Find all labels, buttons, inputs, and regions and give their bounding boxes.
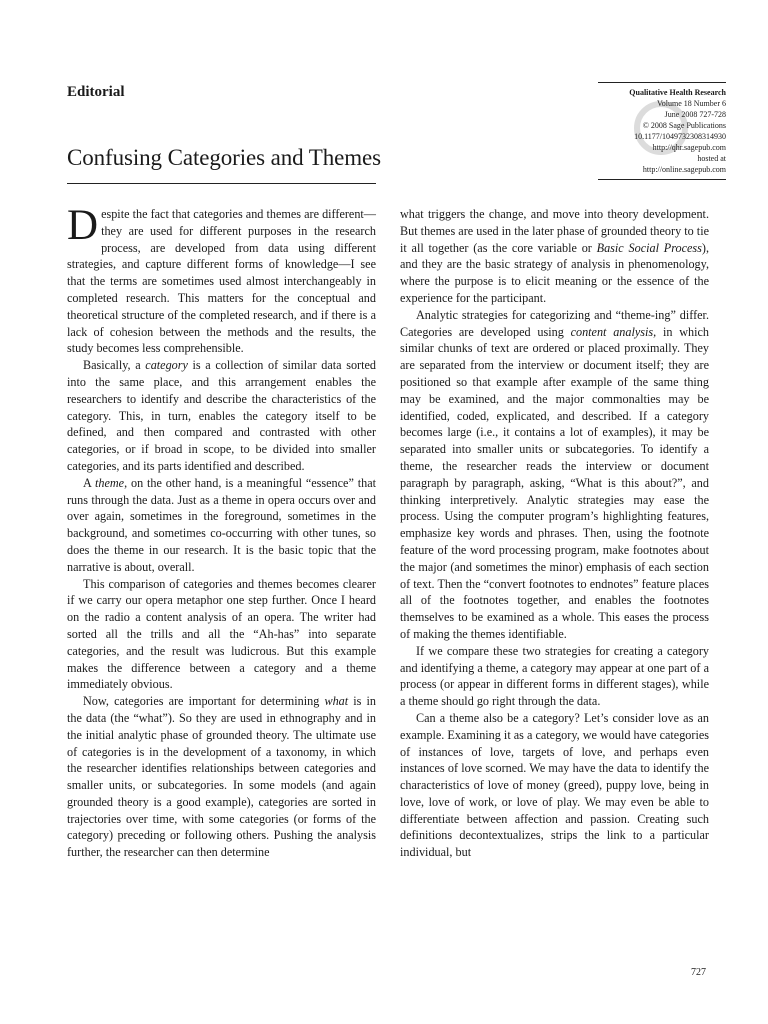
- journal-name: Qualitative Health Research: [629, 88, 726, 97]
- emphasis-term: what: [324, 694, 349, 709]
- emphasis-term: Basic Social Process: [596, 240, 702, 255]
- journal-info-box: [598, 82, 726, 180]
- journal-hosted-label: hosted at: [697, 154, 726, 163]
- drop-cap: D: [67, 202, 99, 249]
- right-column: [400, 206, 709, 861]
- journal-copyright: © 2008 Sage Publications: [642, 121, 726, 130]
- section-label: Editorial: [67, 84, 125, 100]
- paragraph: A theme, on the other hand, is a meaningful “essence” that runs through the data. Just as a theme in opera occurs over and over again, sometimes in the foreground, sometimes in the background, and sometimes co-occurring with other tunes, so does the theme in our research. It is the basic topic that the narrative is about, overall.: [67, 475, 376, 574]
- journal-date-pages: June 2008 727-728: [664, 110, 726, 119]
- paragraph: If we compare these two strategies for creating a category and identifying a theme, a category may appear at one part of a process (or appear in different forms in different stages), while a theme should go right through the data.: [400, 643, 709, 709]
- paragraph: Basically, a category is a collection of similar data sorted into the same place, and this arrangement enables the researchers to identify and describe the characteristics of the category. This, in turn, enables the category itself to be defined, and then compared and contrasted with other categories, or if broad in scope, to be divided into smaller categories, and its parts identified and described.: [67, 358, 376, 473]
- paragraph: This comparison of categories and themes becomes clearer if we carry our opera metaphor one step further. Once I heard on the radio a content analysis of an opera. The writer had sorted all the trills and all the “Ah-has” into separate categories, and the result was ludicrous. But this example makes the difference between a category and a theme immediately obvious.: [67, 576, 376, 692]
- paragraph: Analytic strategies for categorizing and “theme-ing” differ. Categories are developed using content analysis, in which similar chunks of text are ordered or placed proximally. They are separated from the interview or document itself; they are positioned so that example after example of the same thing may be examined, and the major commonalties may be identified, coded, explicated, and described. If a category becomes large (i.e., it contains a lot of examples), it may be separated into smaller units or subcategories. To identify a theme, the researcher reads the interview or document paragraph by paragraph, asking, “What is this about?”, and thinking interpretively. Analytic strategies may ease the process. Using the computer program’s highlighting features, emphasize key words and phrases. Then, using the footnote feature of the word processing program, make footnotes about the major (and sometimes the minor) emphasis of each section of text. Then the “convert footnotes to endnotes” feature places all of the footnotes together, and enables the footnotes themselves to be examined as a whole. This eases the process of making the themes identifiable.: [400, 307, 709, 641]
- page-number: 727: [691, 967, 706, 978]
- journal-volume: Volume 18 Number 6: [657, 99, 726, 108]
- paragraph: Can a theme also be a category? Let’s consider love as an example. Examining it as a category, we would have categories of instances of love, targets of love, and perhaps even instances of love scorned. We may have the data to identify the characteristics of love of money (greed), puppy love, being in love, love of work, or love of play. We may even be able to differentiate between affection and passion. Creating such definitions decontextualizes, strips the link to a particular individual, but: [400, 710, 709, 860]
- journal-online-url[interactable]: http://online.sagepub.com: [642, 165, 726, 174]
- title-rule: [67, 183, 376, 184]
- paragraph: what triggers the change, and move into theory development. But themes are used in the later phase of grounded theory to tie it all together (as the core variable or Basic Social Process), and they are the basic strategy of analysis in phenomenology, where the purpose is to elicit meaning or the essence of the experience for the participant.: [400, 207, 709, 305]
- journal-url[interactable]: http://qhr.sagepub.com: [652, 143, 726, 152]
- emphasis-term: theme: [94, 475, 125, 490]
- article-title: Confusing Categories and Themes: [67, 145, 381, 170]
- emphasis-term: content analysis,: [570, 324, 657, 339]
- left-column: [67, 202, 377, 861]
- journal-doi: 10.1177/1049732308314930: [634, 132, 726, 141]
- paragraph: Despite the fact that categories and themes are different—they are used for different purposes in the research process, are developed from data using different strategies, and capture different forms of knowledge—I see that the terms are sometimes used almost interchangeably in completed research. This matters for the conceptual and theoretical structure of the completed research, and if there is a lack of cohesion between the methods and the results, the study becomes less comprehensible.: [67, 202, 376, 356]
- paragraph: Now, categories are important for determining what is in the data (the “what”). So they are used in ethnography and in the initial analytic phase of grounded theory. The ultimate use of categories is in the development of a taxonomy, in which the researcher identifies relationships between categories and smaller units, or subcategories. In some models (and again grounded theory is a good example), categories are sorted in trajectories over time, with some categories (or forms of the category) preceding or following others. Pushing the analysis further, the researcher can then determine: [67, 694, 377, 860]
- emphasis-term: category: [145, 358, 188, 373]
